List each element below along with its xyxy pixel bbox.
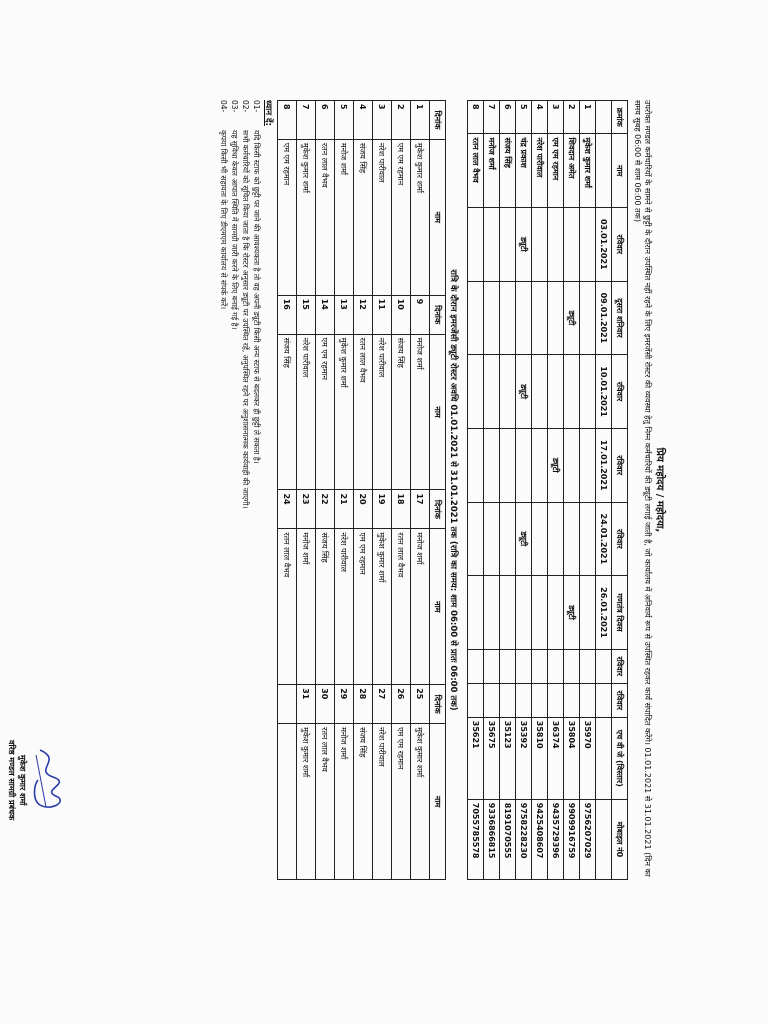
night-roster-header-cell: नाम [430,724,446,880]
duty-cell [564,355,580,429]
row-number: 5 [516,101,532,134]
day-roster-header-cell: एच वी जे (विस्तार) [612,717,628,799]
night-roster-header-cell: दिनांक [430,101,446,140]
night-date: 23 [297,490,316,529]
duty-cell [468,281,484,355]
duty-cell [468,355,484,429]
note-number: 04- [219,100,228,113]
night-roster-header-cell: दिनांक [430,685,446,724]
night-staff-name [278,724,297,880]
mobile-number: 9336866815 [484,799,500,879]
duty-cell: ड्यूटी [516,355,532,429]
notes-heading: ध्यान दें: [263,100,273,126]
extension-number: 35804 [564,717,580,799]
duty-cell [484,576,500,650]
night-date: 28 [354,685,373,724]
night-date: 30 [316,685,335,724]
day-roster-date-cell [596,683,612,717]
duty-cell [532,683,548,717]
duty-cell [468,207,484,281]
note-text: यदि किसी स्टाफ को छुट्टी पर जाने की आवश्यकता है तो वह अपनी ड्यूटी किसी अन्य स्टाफ से बदलकर ही छुट्टी ले सकता है। [252,130,261,464]
duty-cell [516,281,532,355]
night-staff-name: मुकेश कुमार शर्मा [297,139,316,295]
day-roster-row [484,101,500,880]
day-roster-date-cell: 24.01.2021 [596,502,612,576]
night-staff-name: मुकेश कुमार शर्मा [373,529,392,685]
duty-cell [484,428,500,502]
duty-cell [468,428,484,502]
duty-cell [468,649,484,683]
mobile-number: 7055785578 [468,799,484,879]
signature-block [6,740,68,820]
mobile-number: 9435729396 [548,799,564,879]
duty-cell [468,683,484,717]
night-date: 17 [411,490,430,529]
duty-cell [532,649,548,683]
night-staff-name: संजय सिंह [354,724,373,880]
night-staff-name: एम एम रहमान [316,334,335,490]
day-roster-date-cell [596,134,612,208]
duty-cell [484,281,500,355]
duty-cell: ड्यूटी [564,281,580,355]
night-date: 7 [297,101,316,140]
duty-cell [532,207,548,281]
note-number: 01- [252,100,261,113]
note-text: यह सुविधा केवल आपात स्थिति में सामग्री जारी करने के लिए बनाई गई है। [230,130,239,330]
night-staff-name: नरेश पारीवाल [297,334,316,490]
night-date: 15 [297,295,316,334]
duty-cell [580,428,596,502]
note-text: कृपया किसी भी सहायता के लिए डीएमएम कार्यालय से संपर्क करें। [219,130,228,310]
intro-paragraph: उपरोक्त मण्डल कर्मचारियों के सामने से छुट्टी के दौरान उपस्थित नहीं रहने के लिए इमरजेंसी रोस्टर की व्यवस्था हेतु निम्न कर्मचारियों की ड्यूटी लगाई जाती है, जो कार्यालय में अनिवार्य रूप से उपस्थित रहकर कार्य संपादित करेंगे। 01.01.2021 से 31.01.2021 (दिन का समय सुबह 06:00 से शाम 06:00 तक) [633,100,652,877]
duty-cell [500,281,516,355]
duty-cell [580,281,596,355]
duty-cell [532,502,548,576]
duty-cell [484,502,500,576]
day-roster-row [532,101,548,880]
row-number: 7 [484,101,500,134]
duty-cell [580,576,596,650]
day-roster-date-cell: 09.01.2021 [596,281,612,355]
night-date: 27 [373,685,392,724]
staff-name: रतन लाल वैभव [468,134,484,208]
extension-number: 35621 [468,717,484,799]
row-number: 8 [468,101,484,134]
note-item [229,100,240,880]
night-roster-header-cell: दिनांक [430,490,446,529]
duty-cell [564,683,580,717]
extension-number: 35970 [580,717,596,799]
duty-cell: ड्यूटी [516,207,532,281]
night-date: 2 [392,101,411,140]
note-text: सभी कर्मचारियों को सूचित किया जाता है कि रोस्टर अनुसार ड्यूटी पर उपस्थित रहें, अनुपस्थित रहने पर अनुशासनात्मक कार्यवाही की जाएगी। [241,130,250,509]
night-date: 9 [411,295,430,334]
day-roster-header-cell: रविवार [612,683,628,717]
duty-cell [516,576,532,650]
extension-number: 35392 [516,717,532,799]
night-staff-name: संजय सिंह [278,334,297,490]
duty-cell [500,502,516,576]
duty-cell [516,428,532,502]
note-item [251,100,262,880]
night-date: 31 [297,685,316,724]
day-roster-date-cell: 17.01.2021 [596,428,612,502]
day-roster-row [580,101,596,880]
night-date: 29 [335,685,354,724]
night-roster-header-row [430,101,446,880]
night-roster-row [373,101,392,880]
night-date: 26 [392,685,411,724]
night-date [278,685,297,724]
night-staff-name: मुकेश कुमार शर्मा [335,334,354,490]
duty-cell [516,649,532,683]
day-roster-header-cell: क्रमांक [612,101,628,134]
day-roster-row [500,101,516,880]
duty-cell [484,683,500,717]
staff-name: चंद्र प्रकाश [516,134,532,208]
night-date: 5 [335,101,354,140]
night-staff-name: रतन लाल वैभव [316,724,335,880]
duty-cell [548,683,564,717]
duty-cell [500,355,516,429]
day-roster-header-cell: नाम [612,134,628,208]
duty-cell: ड्यूटी [516,502,532,576]
day-roster-date-cell: 10.01.2021 [596,355,612,429]
duty-cell [548,355,564,429]
night-roster-header-cell: दिनांक [430,295,446,334]
duty-cell [484,649,500,683]
night-staff-name: एम एम रहमान [392,724,411,880]
extension-number: 35810 [532,717,548,799]
day-roster-header-cell: रविवार [612,428,628,502]
night-roster-row [411,101,430,880]
night-roster-table [277,100,446,880]
day-roster-row [548,101,564,880]
mobile-number: 9909916759 [564,799,580,879]
extension-number: 36374 [548,717,564,799]
row-number: 6 [500,101,516,134]
night-staff-name: मनोज शर्मा [411,529,430,685]
row-number: 3 [548,101,564,134]
day-roster-date-cell [596,101,612,134]
duty-cell [564,502,580,576]
day-roster-header-cell: रविवार [612,502,628,576]
rotated-content [7,100,668,880]
day-roster-row [564,101,580,880]
staff-name: संजय सिंह [500,134,516,208]
page-title: प्रिय महोदय / महोदया, [654,447,665,533]
duty-cell [564,649,580,683]
day-roster-table [467,100,628,880]
night-roster-header-cell: नाम [430,334,446,490]
duty-cell [484,207,500,281]
duty-cell [500,576,516,650]
duty-cell [532,428,548,502]
mobile-number: 9758228230 [516,799,532,879]
night-date: 10 [392,295,411,334]
extension-number: 35123 [500,717,516,799]
extension-number: 35675 [484,717,500,799]
night-date: 20 [354,490,373,529]
staff-name: नरेश पारीवाल [532,134,548,208]
duty-cell [580,502,596,576]
night-staff-name: एम एम रहमान [392,139,411,295]
night-date: 22 [316,490,335,529]
day-roster-date-cell [596,649,612,683]
night-staff-name: रतन लाल वैभव [278,529,297,685]
row-number: 1 [580,101,596,134]
night-staff-name: एम एम रहमान [354,529,373,685]
night-staff-name: नरेश पारीवाल [335,529,354,685]
signature-designation: वरिष्ठ मण्डल सामग्री प्रबंधक [7,740,16,821]
night-date: 16 [278,295,297,334]
night-roster-row [392,101,411,880]
night-date: 6 [316,101,335,140]
night-roster-row [297,101,316,880]
day-roster-date-cell: 03.01.2021 [596,207,612,281]
staff-name: एम एम रहमान [548,134,564,208]
duty-cell [532,576,548,650]
night-date: 24 [278,490,297,529]
day-roster-header-cell: रविवार [612,207,628,281]
duty-cell [500,428,516,502]
duty-cell [548,502,564,576]
night-date: 21 [335,490,354,529]
night-roster-caption: रात्रि के दौरान इमरजेंसी ड्यूटी रोस्टर अवधि 01.01.2021 से 31.01.2021 तक (रात्रि का समय: शाम 06:00 से प्रातः 06:00 तक) [448,269,458,711]
duty-cell [500,683,516,717]
night-staff-name: नरेश पारीवाल [373,139,392,295]
signature-name: मुकेश कुमार शर्मा [18,754,27,806]
row-number: 4 [532,101,548,134]
duty-cell: ड्यूटी [564,576,580,650]
day-roster-date-cell [596,717,612,799]
night-staff-name: मुकेश कुमार शर्मा [411,139,430,295]
duty-cell [532,355,548,429]
note-number: 02- [241,100,250,113]
duty-cell [468,576,484,650]
notes-section [218,100,273,880]
day-roster-header-cell: रविवार [612,355,628,429]
duty-cell [580,355,596,429]
duty-cell [580,207,596,281]
night-staff-name: नरेश पारीवाल [373,334,392,490]
day-roster-header-cell: दूसरा शनिवार [612,281,628,355]
day-roster-header-cell: गणतंत्र दिवस [612,576,628,650]
mobile-number: 8191070555 [500,799,516,879]
night-date: 25 [411,685,430,724]
duty-cell [548,649,564,683]
night-date: 8 [278,101,297,140]
note-item [218,100,229,880]
night-staff-name: संजय सिंह [316,529,335,685]
night-date: 14 [316,295,335,334]
night-staff-name: नरेश पारीवाल [373,724,392,880]
duty-cell [500,649,516,683]
night-staff-name: रतन लाल वैभव [392,529,411,685]
night-staff-name: मुकेश कुमार शर्मा [297,724,316,880]
mobile-number: 9756207029 [580,799,596,879]
day-roster-date-cell: 26.01.2021 [596,576,612,650]
day-roster-dates-row [596,101,612,880]
night-roster-row [316,101,335,880]
note-item [240,100,251,880]
night-date: 4 [354,101,373,140]
day-roster-header-cell: रविवार [612,649,628,683]
night-roster-row [354,101,373,880]
night-date: 13 [335,295,354,334]
duty-cell [564,207,580,281]
day-roster-row [468,101,484,880]
night-staff-name: संजय सिंह [354,139,373,295]
duty-cell [500,207,516,281]
night-staff-name: मनोज शर्मा [411,334,430,490]
night-roster-header-cell: नाम [430,529,446,685]
duty-cell [548,207,564,281]
day-roster-row [516,101,532,880]
night-staff-name: रतन लाल वैभव [316,139,335,295]
duty-cell [516,683,532,717]
night-date: 1 [411,101,430,140]
night-roster-row [335,101,354,880]
duty-cell [484,355,500,429]
duty-cell [580,683,596,717]
day-roster-date-cell [596,799,612,879]
note-number: 03- [230,100,239,113]
night-staff-name: रतन लाल वैभव [354,334,373,490]
night-date: 11 [373,295,392,334]
mobile-number: 9425408607 [532,799,548,879]
night-date: 12 [354,295,373,334]
duty-cell [580,649,596,683]
day-roster-header-row [612,101,628,880]
duty-cell [468,502,484,576]
duty-cell [564,428,580,502]
staff-name: शिवदान अमेत [564,134,580,208]
night-roster-row [278,101,297,880]
night-date: 19 [373,490,392,529]
night-staff-name: मनोज शर्मा [335,724,354,880]
night-date: 18 [392,490,411,529]
duty-cell [532,281,548,355]
night-staff-name: एम एम रहमान [278,139,297,295]
duty-cell [548,281,564,355]
duty-cell: ड्यूटी [548,428,564,502]
day-roster-header-cell: मोबाइल नं0 [612,799,628,879]
night-staff-name: मुकेश कुमार शर्मा [411,724,430,880]
night-date: 3 [373,101,392,140]
night-staff-name: संजय सिंह [392,334,411,490]
night-roster-header-cell: नाम [430,139,446,295]
duty-cell [548,576,564,650]
row-number: 2 [564,101,580,134]
staff-name: मनोज शर्मा [484,134,500,208]
night-staff-name: मनोज शर्मा [297,529,316,685]
staff-name: मुकेश कुमार शर्मा [580,134,596,208]
night-staff-name: मनोज शर्मा [335,139,354,295]
signature-icon [28,745,68,815]
